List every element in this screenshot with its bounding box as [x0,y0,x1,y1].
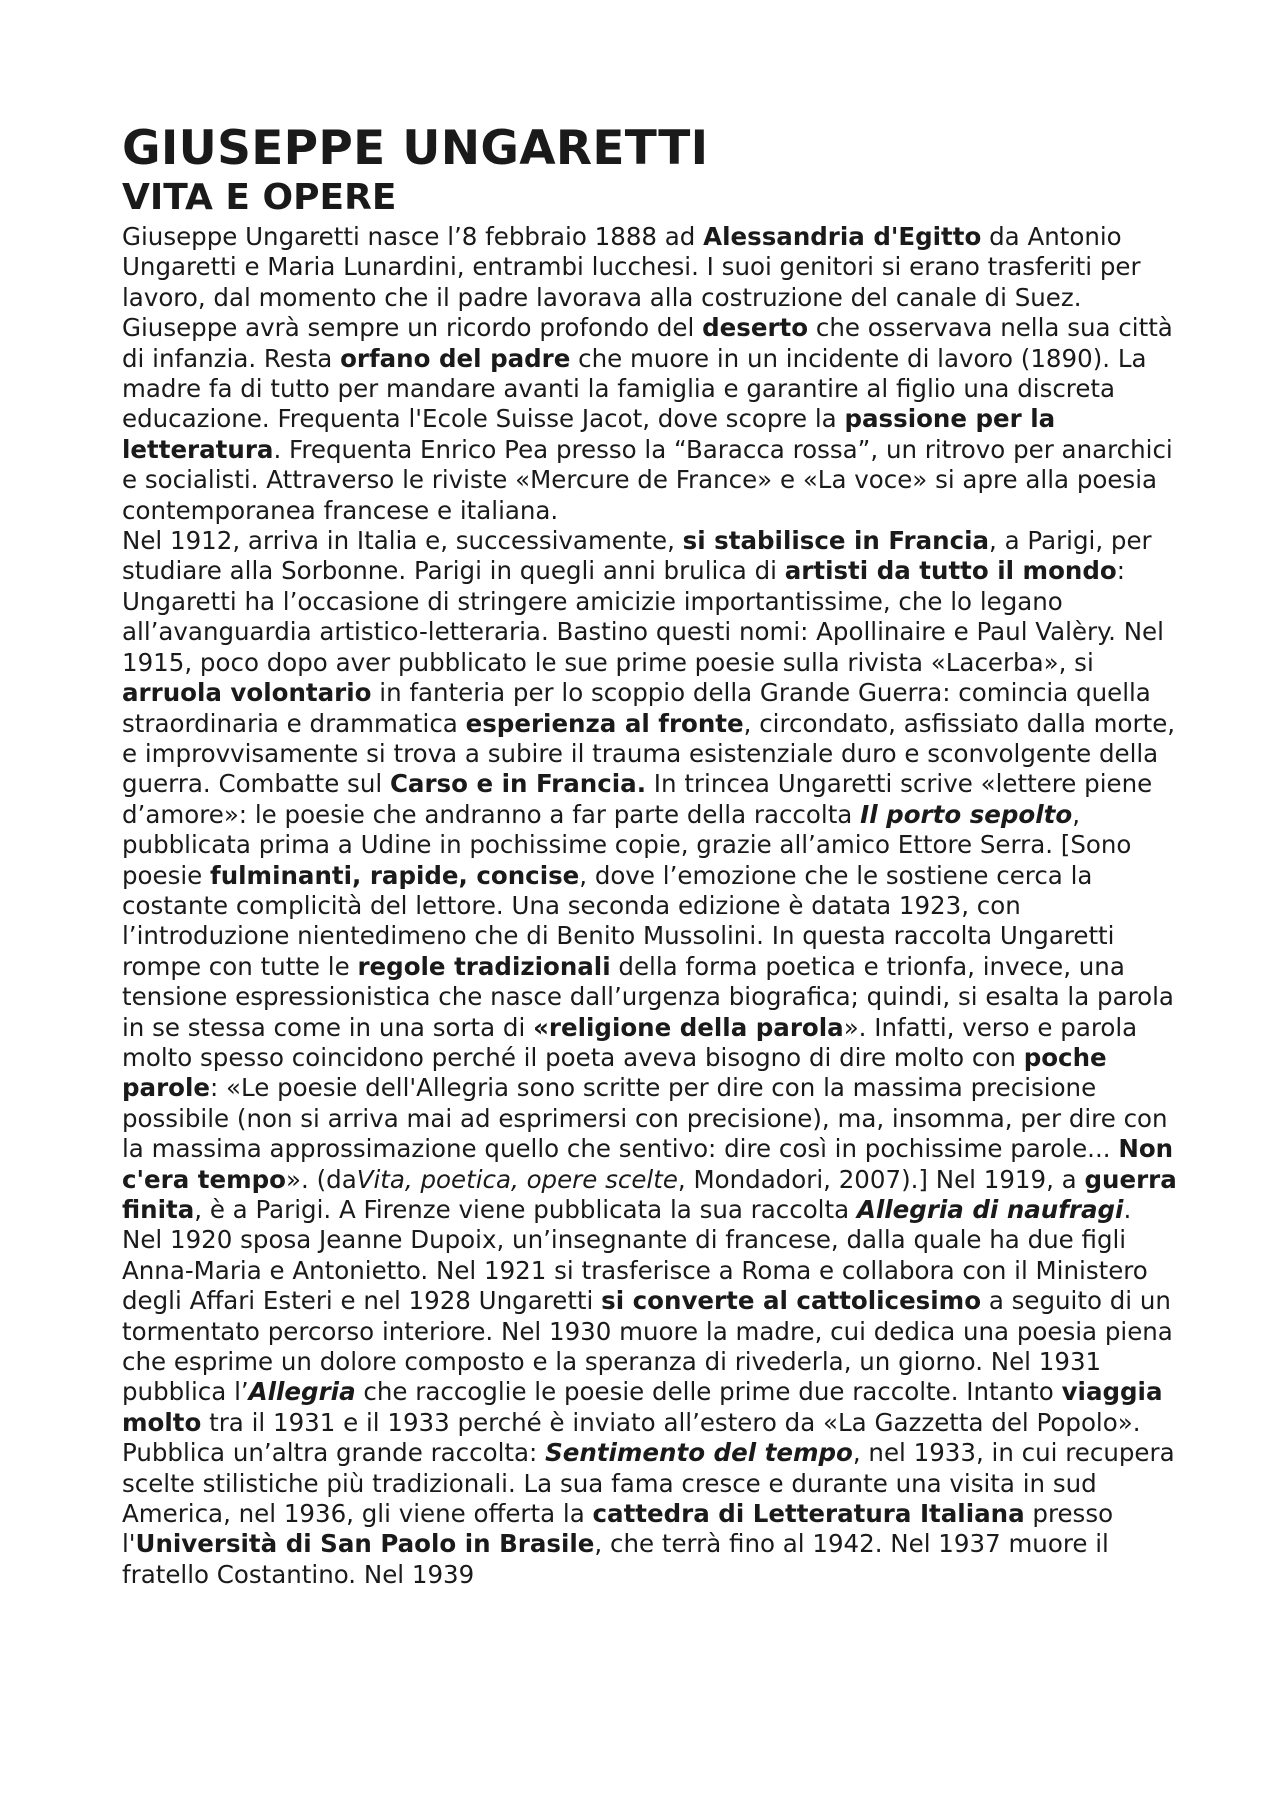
paragraph [122,222,1177,526]
text-run: da Antonio Ungaretti e Maria Lunardini, entrambi lucchesi. I suoi genitori si erano trasferiti per lavoro, dal momento che il padre lavorava alla costruzione del canale di Suez. Giuseppe avrà sempre un ricordo profondo del [122,222,1141,343]
text-run: che muore in un incidente di lavoro (1890). La madre fa di tutto per mandare avanti la famiglia e garantire al figlio una discreta educazione. Frequenta l'Ecole Suisse Jacot, dove scopre la [122,343,1147,434]
paragraph [122,526,1177,1590]
text-run: , dove l’emozione che le sostiene cerca la costante complicità del lettore. Una seconda edizione è datata 1923, con l’introduzione nientedimeno che di Benito Mussolini. In questa raccolta Ungaretti rompe con tutte le [122,860,1115,981]
text-run: che osservava nella sua città di infanzia. Resta [122,313,1173,373]
bold-text: arruola volontario [122,678,372,708]
text-run: presso l' [122,1499,1114,1559]
italic-text: Vita, poetica, opere scelte [356,1164,678,1194]
bold-text: Carso e in Francia. [389,769,646,799]
bold-text: cattedra di Letteratura Italiana [592,1499,1025,1529]
text-run: Giuseppe Ungaretti nasce l’8 febbraio 1888 ad [122,222,704,251]
text-run: , circondato, asfissiato dalla morte, e improvvisamente si trova a subire il trauma esistenziale duro e sconvolgente della guerra. Combatte sul [122,708,1176,799]
text-run: In trincea Ungaretti scrive «lettere piene d’amore»: le poesie che andranno a far parte della raccolta [122,769,1153,829]
bold-text: Università di San Paolo in Brasile [135,1529,595,1559]
bold-italic-text: Allegria [248,1377,356,1407]
bold-text: regole tradizionali [357,951,611,981]
bold-text: deserto [702,313,809,343]
bold-text: fulminanti, rapide, concise [210,860,580,890]
text-run: , nel 1933, in cui recupera scelte stilistiche più tradizionali. La sua fama cresce e durante una visita in sud America, nel 1936, gli viene offerta la [122,1438,1175,1529]
text-run: , pubblicata prima a Udine in pochissime copie, grazie all’amico Ettore Serra. [Sono poesie [122,799,1132,890]
bold-text: si converte al cattolicesimo [601,1286,982,1316]
section-heading: VITA E OPERE [122,177,397,218]
bold-italic-text: Il porto sepolto [860,799,1073,829]
bold-italic-text: Sentimento del tempo [545,1438,853,1468]
bold-text: artisti da tutto il mondo [784,556,1117,586]
bold-text: viaggia molto [122,1377,1163,1437]
bold-text: guerra finita [122,1164,1177,1224]
body-text [122,222,1177,1590]
bold-text: Non c'era tempo [122,1134,1174,1194]
text-run: , a Parigi, per studiare alla Sorbonne. Parigi in quegli anni brulica di [122,526,1152,586]
text-run: , è a Parigi. A Firenze viene pubblicata la sua raccolta [194,1195,857,1224]
text-run: che raccoglie le poesie delle prime due raccolte. Intanto [355,1377,1062,1407]
text-run: . Nel 1920 sposa Jeanne Dupoix, un’insegnante di francese, dalla quale ha due figli Anna-Maria e Antonietto. Nel 1921 si trasferisce a Roma e collabora con il Ministero degli Affari Esteri e nel 1928 Ungaretti [122,1195,1148,1316]
text-run: : «Le poesie dell'Allegria sono scritte per dire con la massima precisione possibile (non si arriva mai ad esprimersi con precisione), ma, insomma, per dire con la massima approssimazione quello che sentivo: dire così in pochissime parole... [122,1073,1168,1164]
bold-text: «religione della parola [533,1012,844,1042]
text-run: : Ungaretti ha l’occasione di stringere amicizie importantissime, che lo legano all’avanguardia artistico-letteraria. Bastino questi nomi: Apollinaire e Paul Valèry. Nel 1915, poco dopo aver pubblicato le sue prime poesie sulla rivista «Lacerba», si [122,556,1164,677]
text-run: Nel 1912, arriva in Italia e, successivamente, [122,526,683,556]
bold-text: orfano del padre [340,343,571,373]
text-run: in fanteria per lo scoppio della Grande Guerra: comincia quella straordinaria e drammatica [122,678,1151,738]
bold-text: si stabilisce in Francia [682,526,990,556]
bold-text: esperienza al fronte [465,708,744,738]
text-run: a seguito di un tormentato percorso interiore. Nel 1930 muore la madre, cui dedica una poesia piena che esprime un dolore composto e la speranza di rivederla, un giorno. Nel 1931 pubblica l’ [122,1286,1173,1407]
text-run: della forma poetica e trionfa, invece, una tensione espressionistica che nasce dall’urgenza biografica; quindi, si esalta la parola in se stessa come in una sorta di [122,951,1174,1042]
text-run: , Mondadori, 2007).] Nel 1919, a [677,1164,1085,1194]
text-run: ». Infatti, verso e parola molto spesso coincidono perché il poeta aveva bisogno di dire molto con [122,1012,1138,1072]
text-run: , che terrà fino al 1942. Nel 1937 muore il fratello Costantino. Nel 1939 [122,1529,1109,1589]
page-title: GIUSEPPE UNGARETTI [122,121,709,176]
bold-text: Alessandria d'Egitto [703,222,982,251]
bold-text: poche parole [122,1042,1107,1103]
text-run: tra il 1931 e il 1933 perché è inviato all’estero da «La Gazzetta del Popolo». Pubblica un’altra grande raccolta: [122,1407,1141,1468]
bold-italic-text: Allegria di naufragi [856,1195,1124,1224]
bold-text: passione per la letteratura [122,404,1056,464]
text-run: ». (da [286,1164,357,1194]
text-run: . Frequenta Enrico Pea presso la “Baracca rossa”, un ritrovo per anarchici e socialisti. Attraverso le riviste «Mercure de France» e «La voce» si apre alla poesia contemporanea francese e italiana. [122,434,1173,525]
document-page [122,122,1177,1590]
